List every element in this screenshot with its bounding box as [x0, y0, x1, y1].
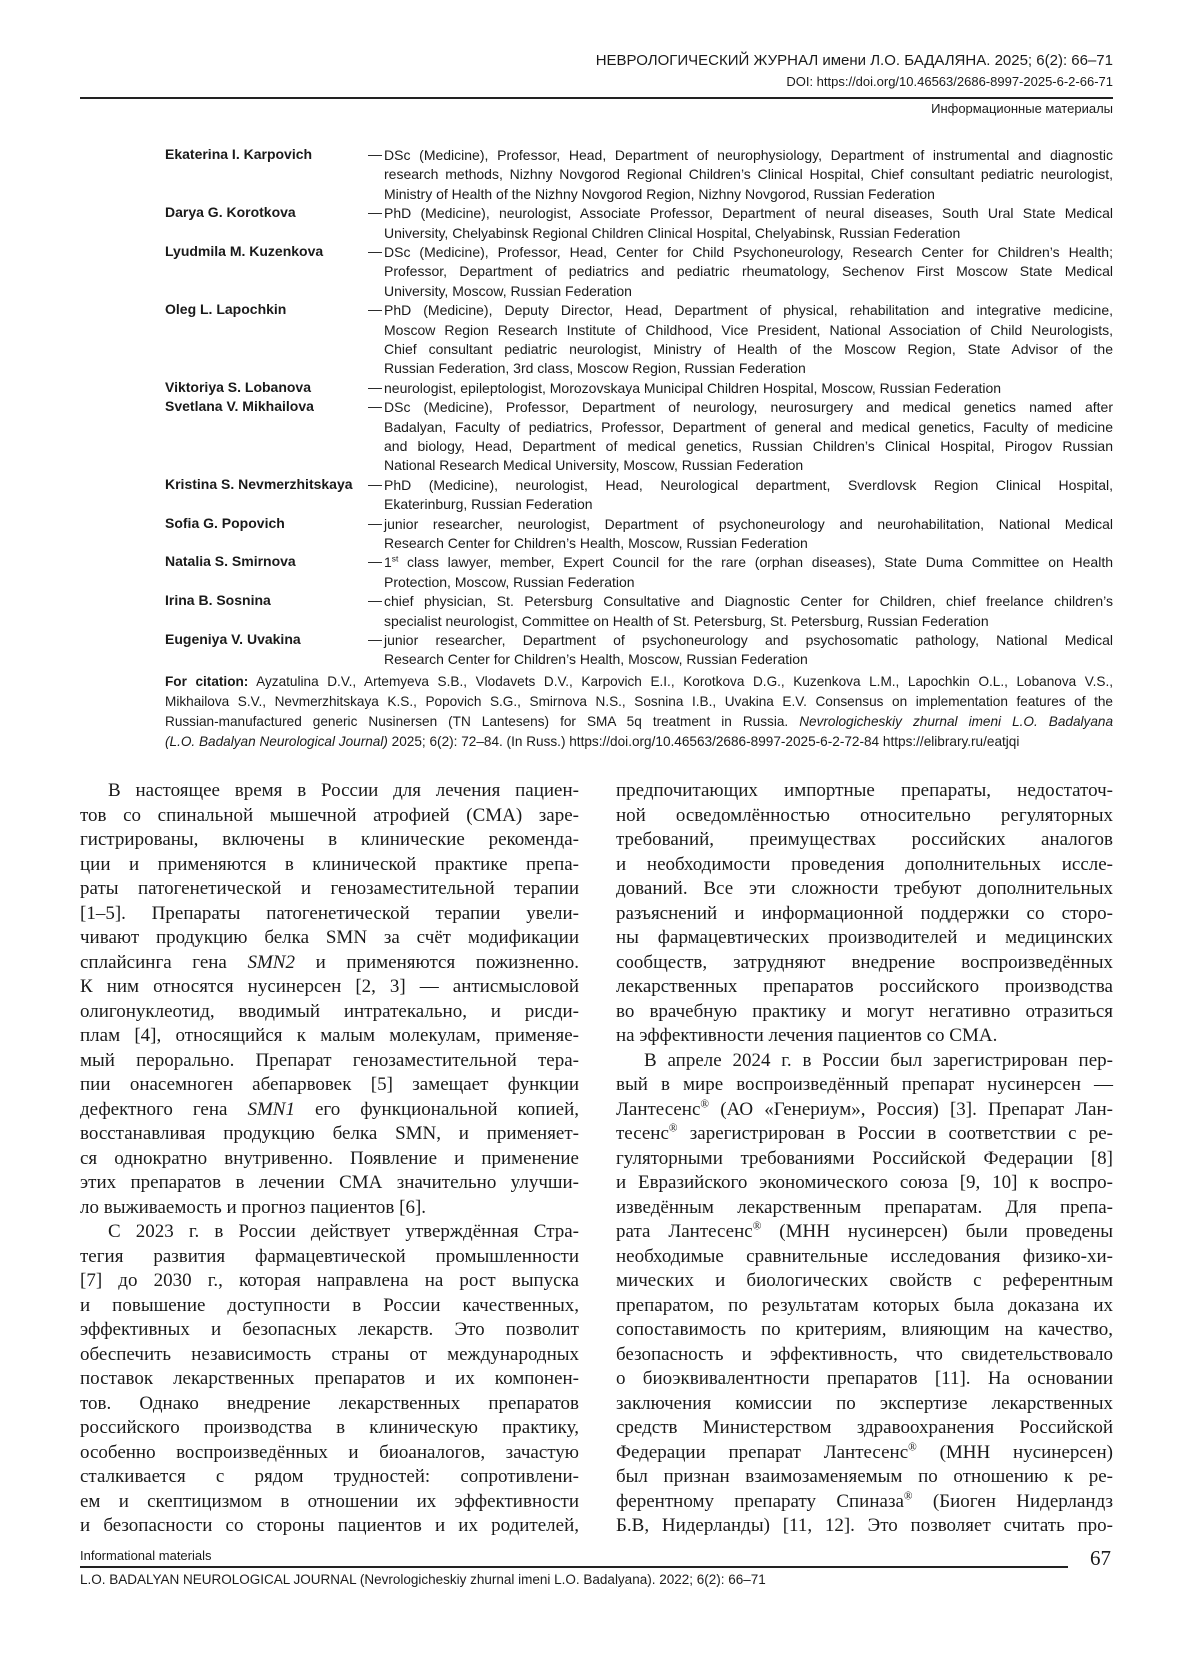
paragraph-line: сообществ, затрудняют внедрение воспроизведённых	[616, 951, 1113, 973]
paragraph-line: эффективных и безопасных лекарств. Это позволит	[80, 1319, 579, 1340]
dash-separator: —	[368, 146, 382, 162]
paragraph-line: гистрированы, включены в клинические рекоменда-	[80, 829, 579, 850]
text-run: 1	[384, 554, 392, 571]
author-affiliation-line: Badalyan, Faculty of pediatrics, Professor, Department of general and medical genetics, Faculty of medicine	[384, 418, 1113, 435]
paragraph-line: ся однократно внутривенно. Появление и применение	[80, 1147, 579, 1169]
author-name: Kristina S. Nevmerzhitskaya	[165, 475, 353, 492]
dash-separator: —	[368, 475, 382, 492]
author-affiliation-line: University, Moscow, Russian Federation	[384, 282, 632, 299]
text-run: (МНН нусинерсен)	[916, 1441, 1113, 1463]
text-run: дефектного гена	[80, 1098, 248, 1120]
paragraph-line: и безопасности со стороны пациентов и их родителей,	[80, 1515, 579, 1536]
author-affiliation-line: Ekaterinburg, Russian Federation	[384, 496, 593, 513]
text-run: class lawyer, member, Expert Council for the rare (orphan diseases), State Duma Committee on Health	[398, 554, 1113, 571]
text-run: и применяются пожизненно.	[294, 951, 579, 973]
author-affiliation-line: Ministry of Health of the Nizhny Novgorod Region, Nizhny Novgorod, Russian Federation	[384, 185, 935, 202]
text-run: Russian-manufactured generic Nusinersen (TN Lantesens) for SMA 5q treatment in Russia.	[165, 714, 800, 729]
text-run: (МНН нусинерсен) были проведены	[761, 1221, 1114, 1242]
text-run: сплайсинга гена	[80, 951, 248, 973]
author-name: Sofia G. Popovich	[165, 514, 285, 531]
paragraph-line	[616, 1490, 1113, 1514]
text-run: рата Лантесенс	[616, 1221, 753, 1242]
paragraph-line: ем и скептицизмом в отношении их эффективности	[80, 1490, 579, 1512]
header-rule	[80, 97, 1113, 99]
dash-separator: —	[368, 592, 382, 609]
author-affiliation-line: Research Center for Children’s Health, Moscow, Russian Federation	[384, 651, 808, 668]
text-run: Лантесенс	[616, 1098, 701, 1120]
citation-line: Mikhailova S.V., Nevmerzhitskaya K.S., Popovich S.G., Smirnova N.S., Sosnina I.B., Uvakina E.V. Consensus on implementation features of the	[165, 694, 1113, 709]
paragraph-line: мических и биологических свойств с референтным	[616, 1270, 1113, 1291]
paragraph-line: В настоящее время в России для лечения пациен-	[108, 780, 579, 801]
paragraph-line: гуляторными требованиями Российской Федерации [8]	[616, 1147, 1113, 1169]
paragraph-line: изведённым лекарственным препаратам. Для препа-	[616, 1196, 1113, 1218]
paragraph-line	[80, 1098, 579, 1122]
author-name: Irina B. Sosnina	[165, 592, 271, 609]
author-affiliation-line: Moscow Region Research Institute of Childhood, Vice President, National Association of Child Neurologists,	[384, 321, 1113, 338]
author-affiliation-line: Russian Federation, 3rd class, Moscow Region, Russian Federation	[384, 360, 806, 377]
superscript: ®	[752, 1220, 762, 1233]
author-affiliation-line: University, Chelyabinsk Regional Children Clinical Hospital, Chelyabinsk, Russian Federation	[384, 224, 961, 241]
paragraph-line: требований, преимуществах российских аналогов	[616, 829, 1113, 850]
dash-separator: —	[368, 514, 382, 531]
dash-separator: —	[368, 553, 382, 570]
paragraph-line: вый в мире воспроизведённый препарат нусинерсен —	[616, 1074, 1113, 1095]
paragraph-line: лекарственных препаратов российского производства	[616, 976, 1113, 997]
text-run: Федерации препарат Лантесенс	[616, 1441, 909, 1463]
author-affiliation-line: chief physician, St. Petersburg Consultative and Diagnostic Center for Children, chief freelance children’s	[384, 593, 1113, 610]
citation-line	[165, 672, 1113, 692]
text-run: Ayzatulina D.V., Artemyeva S.B., Vlodavets D.V., Karpovich E.I., Korotkova D.G., Kuzenkova L.M., Lapochkin O.L., Lobanova V.S.,	[248, 674, 1113, 689]
text-run: его функциональной копией,	[294, 1098, 579, 1120]
author-affiliation-line: National Research Medical University, Moscow, Russian Federation	[384, 457, 804, 474]
italic-text: SMN2	[247, 951, 295, 973]
paragraph-line: дований. Все эти сложности требуют дополнительных	[616, 878, 1113, 899]
dash-separator: —	[368, 631, 382, 647]
text-run: 2025; 6(2): 72–84. (In Russ.) https://doi.org/10.46563/2686-8997-2025-6-2-72-84 https://elibrary.ru/eatjqi	[387, 734, 1020, 749]
paragraph-line: безопасность и эффективность, что свидетельствовало	[616, 1343, 1113, 1365]
author-affiliation-line: neurologist, epileptologist, Morozovskaya Municipal Children Hospital, Moscow, Russian Federation	[384, 379, 1002, 396]
paragraph-line: во врачебную практику и могут негативно отразиться	[616, 1000, 1113, 1022]
author-affiliation-line: junior researcher, Department of psychoneurology and psychosomatic pathology, National Medical	[384, 632, 1113, 648]
author-name: Lyudmila M. Kuzenkova	[165, 243, 324, 259]
dash-separator: —	[368, 204, 382, 221]
paragraph-line: предпочитающих импортные препараты, недостаточ-	[616, 780, 1113, 801]
dash-separator: —	[368, 243, 382, 259]
paragraph-line: и необходимости проведения дополнительных иссле-	[616, 853, 1113, 875]
author-affiliation-line: and biology, Head, Department of medical genetics, Russian Children’s Clinical Hospital, Pirogov Russian	[384, 438, 1113, 454]
author-name: Svetlana V. Mikhailova	[165, 398, 314, 415]
paragraph-line: и повышение доступности в России качественных,	[80, 1294, 579, 1316]
paragraph-line: С 2023 г. в России действует утверждённая Стра-	[108, 1221, 579, 1242]
text-run: зарегистрирован в России в соответствии с ре-	[677, 1123, 1113, 1144]
paragraph-line: [1–5]. Препараты патогенетической терапии увели-	[80, 902, 579, 924]
paragraph-line: плам [4], относящийся к малым молекулам, применяе-	[80, 1025, 579, 1046]
paragraph-line: К ним относятся нусинерсен [2, 3] — антисмысловой	[80, 976, 579, 997]
author-affiliation-line: junior researcher, neurologist, Department of psychoneurology and neurohabilitation, National Medical	[384, 515, 1113, 532]
paragraph-line	[616, 1220, 1113, 1244]
author-name: Eugeniya V. Uvakina	[165, 631, 301, 647]
paragraph-line	[616, 1441, 1113, 1465]
superscript: st	[391, 553, 399, 564]
bold-label: For citation:	[165, 674, 249, 689]
author-name: Ekaterina I. Karpovich	[165, 146, 313, 162]
author-affiliation-line: Chief consultant pediatric neurologist, Ministry of Health of the Moscow Region, State Advisor of the	[384, 341, 1113, 357]
footer-journal: L.O. BADALYAN NEUROLOGICAL JOURNAL (Nevrologicheskiy zhurnal imeni L.O. Badalyana). 2022; 6(2): 66–71	[80, 1572, 766, 1587]
author-affiliation-line: Professor, Department of pediatrics and pediatric rheumatology, Sechenov First Moscow State Medical	[384, 263, 1113, 280]
doi-link[interactable]: DOI: https://doi.org/10.46563/2686-8997-2025-6-2-66-71	[786, 74, 1113, 89]
paragraph-line: сопоставимость по критериям, влияющим на качество,	[616, 1319, 1113, 1340]
author-affiliation-line: DSc (Medicine), Professor, Head, Center for Child Psychoneurology, Research Center for Children’s Health;	[384, 244, 1113, 260]
author-name: Oleg L. Lapochkin	[165, 301, 287, 318]
paragraph-line: тегия развития фармацевтической промышленности	[80, 1245, 579, 1267]
paragraph-line: препаратом, по результатам которых была доказана их	[616, 1294, 1113, 1316]
paragraph-line: ло выживаемость и прогноз пациентов [6].	[80, 1196, 427, 1218]
superscript: ®	[700, 1098, 710, 1111]
section-label: Информационные материалы	[931, 101, 1113, 116]
paragraph-line: мый перорально. Препарат генозаместительной тера-	[80, 1049, 579, 1071]
dash-separator: —	[368, 398, 382, 415]
author-affiliation-line: PhD (Medicine), neurologist, Associate Professor, Department of neural diseases, South Ural State Medical	[384, 205, 1113, 222]
paragraph-line: о биоэквивалентности препаратов [11]. На основании	[616, 1368, 1113, 1389]
paragraph-line: ции и применяются в клинической практике препа-	[80, 853, 579, 875]
paragraph-line: необходимые сравнительные исследования физико-хи-	[616, 1245, 1113, 1267]
page-number: 67	[1090, 1546, 1111, 1570]
paragraph-line: чивают продукцию белка SMN за счёт модификации	[80, 927, 579, 948]
author-affiliation-line: Protection, Moscow, Russian Federation	[384, 573, 635, 590]
paragraph-line: [7] до 2030 г., которая направлена на рост выпуска	[80, 1270, 579, 1291]
author-affiliation-line: PhD (Medicine), Deputy Director, Head, Department of physical, rehabilitation and integrative medicine,	[384, 302, 1113, 319]
paragraph-line: этих препаратов в лечении СМА значительно улучши-	[80, 1172, 579, 1193]
author-affiliation-line: research methods, Nizhny Novgorod Regional Children’s Clinical Hospital, Chief consultant pediatric neurologist,	[384, 166, 1113, 183]
author-name: Viktoriya S. Lobanova	[165, 378, 312, 395]
paragraph-line: ной осведомлённостью относительно регуляторных	[616, 804, 1113, 826]
author-affiliation-line: DSc (Medicine), Professor, Department of neurology, neurosurgery and medical genetics named after	[384, 399, 1113, 416]
paragraph-line: российского производства в клиническую практику,	[80, 1417, 579, 1438]
paragraph-line: поставок лекарственных препаратов и их компонен-	[80, 1368, 579, 1389]
paragraph-line: особенно воспроизведённых и биоаналогов, зачастую	[80, 1441, 579, 1463]
paragraph-line: обеспечить независимость страны от международных	[80, 1343, 579, 1365]
citation-line	[165, 732, 1113, 752]
author-affiliation-line: DSc (Medicine), Professor, Head, Department of neurophysiology, Department of instrumental and diagnostic	[384, 147, 1113, 163]
paragraph-line: заключения комиссии по экспертизе лекарственных	[616, 1392, 1113, 1414]
paragraph-line	[616, 1098, 1113, 1122]
paragraph-line: и Евразийского экономического союза [9, 10] к воспро-	[616, 1172, 1113, 1193]
text-run: тесенс	[616, 1123, 669, 1144]
paragraph-line: раты патогенетической и генозаместительной терапии	[80, 878, 579, 899]
text-run: (АО «Генериум», Россия) [3]. Препарат Лан-	[709, 1098, 1113, 1120]
paragraph-line: ны фармацевтических производителей и медицинских	[616, 927, 1113, 948]
text-run: (Биоген Нидерландз	[912, 1490, 1113, 1512]
paragraph-line: сталкивается с рядом трудностей: сопротивлени-	[80, 1466, 579, 1487]
italic-text: (L.O. Badalyan Neurological Journal)	[165, 734, 388, 749]
italic-text: Nevrologicheskiy zhurnal imeni L.O. Badalyana	[799, 714, 1114, 729]
superscript: ®	[903, 1490, 913, 1503]
paragraph-line: тов со спинальной мышечной атрофией (СМА) заре-	[80, 804, 579, 826]
paragraph-line	[616, 1122, 1113, 1146]
paragraph-line	[80, 951, 579, 975]
paragraph-line: средств Министерством здравоохранения Российской	[616, 1417, 1113, 1438]
author-name: Darya G. Korotkova	[165, 204, 296, 221]
author-affiliation-line: PhD (Medicine), neurologist, Head, Neurological department, Sverdlovsk Region Clinical Hospital,	[384, 476, 1113, 493]
paragraph-line: восстанавливая продукцию белка SMN, и применяет-	[80, 1123, 579, 1144]
paragraph-line: на эффективности лечения пациентов со СМА.	[616, 1025, 998, 1046]
paragraph-line: пии онасемноген абепарвовек [5] замещает функции	[80, 1074, 579, 1095]
paragraph-line: олигонуклеотид, вводимый интратекально, и рисди-	[80, 1000, 579, 1022]
paragraph-line: разъяснений и информационной поддержки со сторо-	[616, 902, 1113, 924]
author-affiliation-line: Research Center for Children’s Health, Moscow, Russian Federation	[384, 535, 808, 551]
text-run: ферентному препарату Спиназа	[616, 1490, 904, 1512]
footer-section: Informational materials	[80, 1548, 212, 1563]
journal-title: НЕВРОЛОГИЧЕСКИЙ ЖУРНАЛ имени Л.О. БАДАЛЯНА. 2025; 6(2): 66–71	[595, 52, 1113, 69]
superscript: ®	[908, 1441, 917, 1454]
dash-separator: —	[368, 301, 382, 318]
author-affiliation-line: specialist neurologist, Committee on Health of St. Petersburg, St. Petersburg, Russian Federation	[384, 612, 989, 629]
author-affiliation-line	[384, 553, 1113, 572]
dash-separator: —	[368, 378, 382, 395]
paragraph-line: был признан взаимозаменяемым по отношению к ре-	[616, 1466, 1113, 1487]
italic-text: SMN1	[247, 1098, 295, 1120]
citation-line	[165, 712, 1113, 732]
footer-rule	[80, 1566, 1068, 1568]
author-name: Natalia S. Smirnova	[165, 553, 296, 570]
paragraph-line: В апреле 2024 г. в России был зарегистрирован пер-	[644, 1049, 1113, 1071]
paragraph-line: Б.В, Нидерланды) [11, 12]. Это позволяет считать про-	[616, 1515, 1113, 1536]
superscript: ®	[668, 1122, 678, 1135]
paragraph-line: тов. Однако внедрение лекарственных препаратов	[80, 1392, 579, 1414]
